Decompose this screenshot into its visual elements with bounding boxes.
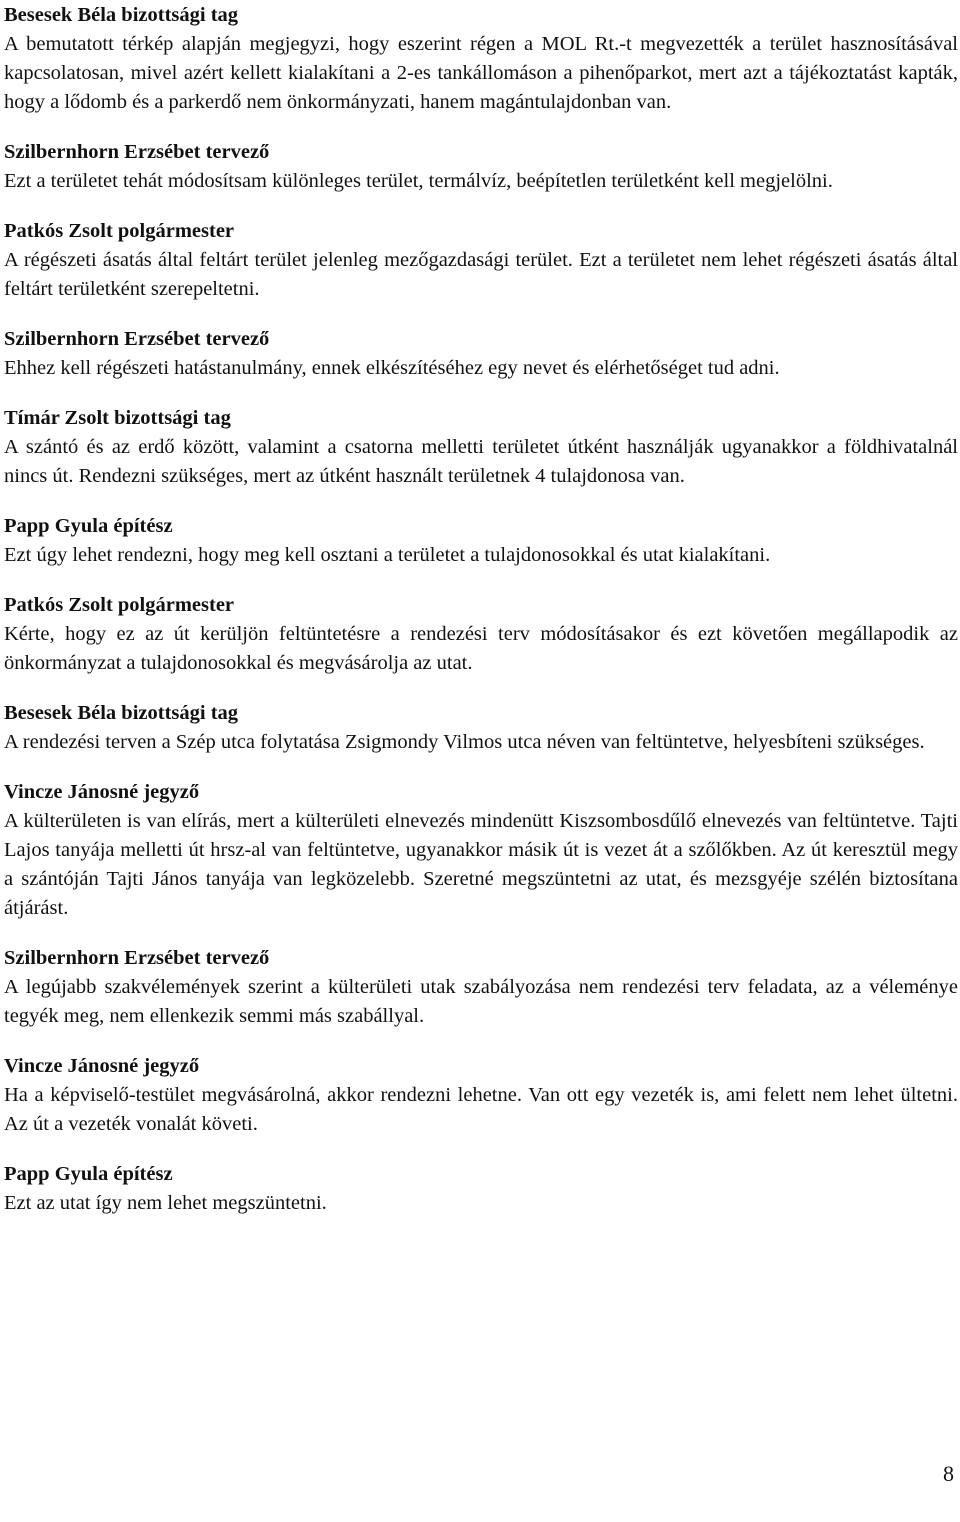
- speech-text: A legújabb szakvélemények szerint a külterületi utak szabályozása nem rendezési terv feladata, az a véleménye tegyék meg, nem ellenkezik semmi más szabállyal.: [4, 976, 958, 1027]
- speaker-name: Szilbernhorn Erzsébet tervező: [4, 328, 270, 350]
- speaker-name: Papp Gyula építész: [4, 515, 173, 537]
- minutes-entry: [4, 1051, 958, 1139]
- speech-text: Ezt a területet tehát módosítsam különleges terület, termálvíz, beépítetlen területként kell megjelölni.: [4, 170, 833, 192]
- speaker-name: Szilbernhorn Erzsébet tervező: [4, 141, 270, 163]
- speech-text: A külterületen is van elírás, mert a külterületi elnevezés mindenütt Kiszsombosdűlő elnevezés van feltüntetve. Tajti Lajos tanyája melletti út hrsz-al van feltüntetve, ugyanakkor másik út is vezet át a szőlőkben. Az út keresztül megy a szántóján Tajti János tanyája van legközelebb. Szeretné megszüntetni az utat, és mezsgyéje szélén biztosítana átjárást.: [4, 810, 958, 919]
- minutes-entry: [4, 777, 958, 923]
- speech-text: A régészeti ásatás által feltárt terület jelenleg mezőgazdasági terület. Ezt a területet nem lehet régészeti ásatás által feltárt területként szerepeltetni.: [4, 249, 958, 300]
- minutes-entry: [4, 324, 958, 383]
- page-number: 8: [943, 1461, 954, 1486]
- minutes-entry: [4, 216, 958, 304]
- minutes-entry: [4, 137, 958, 196]
- minutes-entry: [4, 943, 958, 1031]
- speech-text: Ezt az utat így nem lehet megszüntetni.: [4, 1192, 327, 1214]
- speaker-name: Besesek Béla bizottsági tag: [4, 702, 239, 724]
- speech-text: Ezt úgy lehet rendezni, hogy meg kell osztani a területet a tulajdonosokkal és utat kialakítani.: [4, 544, 771, 566]
- speech-text: Ehhez kell régészeti hatástanulmány, ennek elkészítéséhez egy nevet és elérhetőséget tud adni.: [4, 357, 780, 379]
- speaker-name: Patkós Zsolt polgármester: [4, 594, 235, 616]
- speech-text: A bemutatott térkép alapján megjegyzi, hogy eszerint régen a MOL Rt.-t megvezették a terület hasznosításával kapcsolatosan, mivel azért kellett kialakítani a 2-es tankállomáson a pihenőparkot, mert azt a tájékoztatást kapták, hogy a lődomb és a parkerdő nem önkormányzati, hanem magántulajdonban van.: [4, 33, 958, 113]
- speaker-name: Vincze Jánosné jegyző: [4, 781, 200, 803]
- speaker-name: Patkós Zsolt polgármester: [4, 220, 235, 242]
- speech-text: A szántó és az erdő között, valamint a csatorna melletti területet útként használják ugyanakkor a földhivatalnál nincs út. Rendezni szükséges, mert az útként használt területnek 4 tulajdonosa van.: [4, 436, 958, 487]
- speech-text: A rendezési terven a Szép utca folytatása Zsigmondy Vilmos utca néven van feltüntetve, helyesbíteni szükséges.: [4, 731, 925, 753]
- speaker-name: Papp Gyula építész: [4, 1163, 173, 1185]
- speaker-name: Besesek Béla bizottsági tag: [4, 4, 239, 26]
- minutes-entry: [4, 1159, 958, 1218]
- speaker-name: Szilbernhorn Erzsébet tervező: [4, 947, 270, 969]
- minutes-entry: [4, 590, 958, 678]
- speaker-name: Vincze Jánosné jegyző: [4, 1055, 200, 1077]
- speech-text: Ha a képviselő-testület megvásárolná, akkor rendezni lehetne. Van ott egy vezeték is, ami felett nem lehet ültetni. Az út a vezeték vonalát követi.: [4, 1084, 958, 1135]
- document-page: [4, 0, 958, 1238]
- minutes-entry: [4, 698, 958, 757]
- speech-text: Kérte, hogy ez az út kerüljön feltüntetésre a rendezési terv módosításakor és ezt követően megállapodik az önkormányzat a tulajdonosokkal és megvásárolja az utat.: [4, 623, 958, 674]
- minutes-entry: [4, 0, 958, 117]
- minutes-entry: [4, 511, 958, 570]
- speaker-name: Tímár Zsolt bizottsági tag: [4, 407, 231, 429]
- minutes-entry: [4, 403, 958, 491]
